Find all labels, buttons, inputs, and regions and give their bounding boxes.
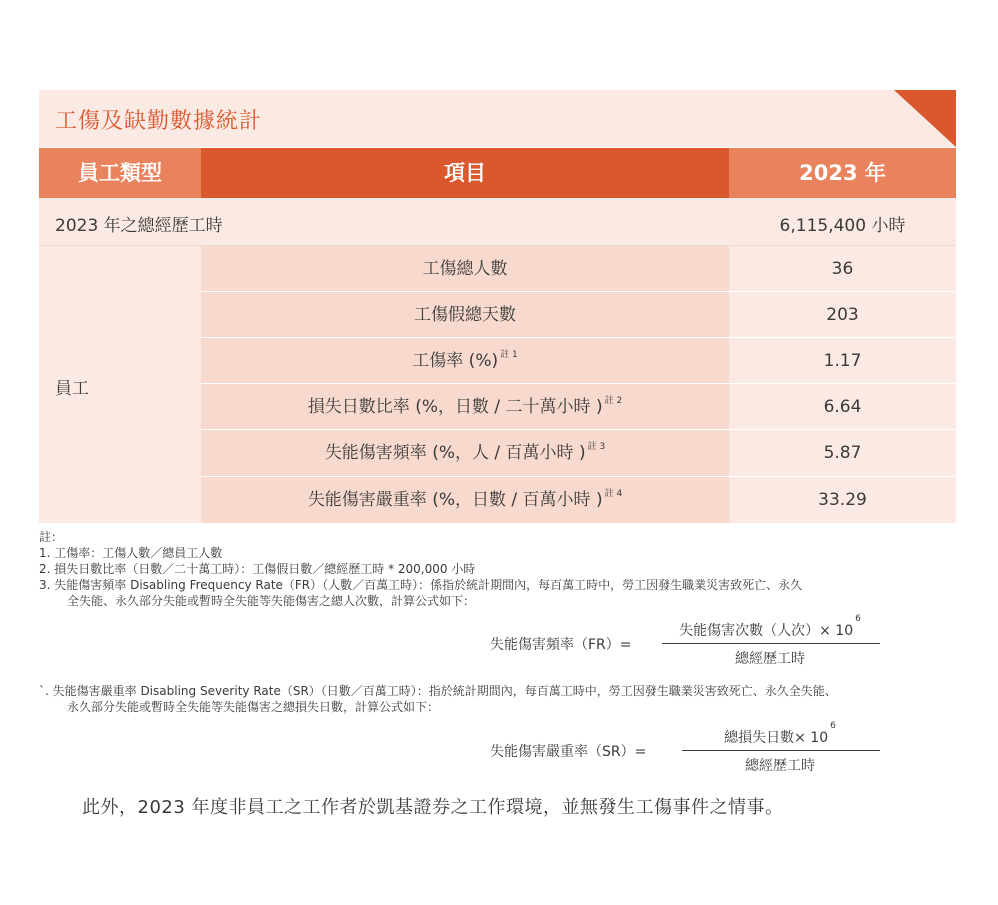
table-row-item — [201, 384, 729, 430]
formula-sr-denominator: 總經歷工時 — [745, 758, 815, 774]
table-row-item — [201, 292, 729, 338]
formula-fr-denominator: 總經歷工時 — [735, 651, 805, 667]
notes-heading: 註： — [39, 530, 64, 544]
formula-fr-numerator-text: 失能傷害次數（人次）× 10 — [679, 623, 854, 639]
item-label: 工傷率 (%) — [412, 351, 499, 371]
note-4: `. 失能傷害嚴重率 Disabling Severity Rate（SR）（日數／百萬工時）：指於統計期間內，每百萬工時中，勞工因發生職業災害致死亡、永久全失能、 — [39, 684, 837, 698]
formula-sr — [0, 721, 998, 776]
header-employee-type: 員工類型 — [39, 148, 201, 198]
employee-label: 員工 — [55, 379, 89, 399]
header-year: 2023 年 — [729, 148, 956, 198]
total-hours-label: 2023 年之總經歷工時 — [55, 216, 223, 236]
footnote-marker: 註 1 — [500, 350, 518, 360]
item-label: 工傷總人數 — [422, 259, 508, 279]
note-3-continued: 全失能、永久部分失能或暫時全失能等失能傷害之總人次數，計算公式如下： — [67, 594, 476, 608]
corner-decoration — [894, 90, 956, 147]
table-row-item — [201, 430, 729, 476]
header-item: 項目 — [201, 148, 729, 198]
item-label: 失能傷害頻率 (%，人 / 百萬小時 ) — [324, 443, 586, 463]
formula-fr — [0, 614, 998, 668]
formula-sr-label: 失能傷害嚴重率（SR）= — [490, 744, 647, 760]
formula-fr-exponent: 6 — [855, 614, 861, 624]
employee-type-cell — [39, 246, 201, 523]
table-row-value: 36 — [831, 259, 854, 279]
footnote-marker: 註 4 — [604, 489, 623, 499]
title-bar — [39, 90, 956, 147]
note-1: 1. 工傷率：工傷人數／總員工人數 — [39, 546, 223, 560]
footnote-marker: 註 3 — [587, 442, 606, 452]
table-header — [39, 148, 956, 198]
item-label: 損失日數比率 (%，日數 / 二十萬小時 ) — [307, 397, 603, 417]
table-row-value: 6.64 — [823, 397, 862, 417]
note-4-continued: 永久部分失能或暫時全失能等失能傷害之總損失日數，計算公式如下： — [67, 700, 440, 714]
formula-sr-exponent: 6 — [830, 721, 836, 731]
notes-section — [39, 529, 959, 609]
table-row-item — [201, 338, 729, 384]
total-hours-row — [39, 198, 956, 246]
note-2: 2. 損失日數比率（日數／二十萬工時）：工傷假日數／總經歷工時 * 200,000 小時 — [39, 562, 476, 576]
formula-sr-numerator — [680, 721, 880, 747]
notes-section-2 — [39, 683, 959, 715]
formula-fr-numerator — [660, 614, 880, 640]
formula-fr-label: 失能傷害頻率（FR）= — [490, 637, 632, 653]
table-row-value: 1.17 — [823, 351, 862, 371]
table-row-item — [201, 246, 729, 292]
table-row-value: 33.29 — [818, 490, 867, 510]
table-row-item — [201, 477, 729, 523]
total-hours-value: 6,115,400 小時 — [779, 216, 906, 236]
table-row-value: 5.87 — [823, 443, 862, 463]
formula-sr-numerator-text: 總損失日數× 10 — [724, 730, 829, 746]
item-label: 失能傷害嚴重率 (%，日數 / 百萬小時 ) — [307, 490, 603, 510]
page-title: 工傷及缺勤數據統計 — [55, 109, 263, 134]
closing-statement: 此外，2023 年度非員工之工作者於凱基證券之工作環境，並無發生工傷事件之情事。 — [82, 797, 784, 818]
footnote-marker: 註 2 — [604, 396, 623, 406]
note-3: 3. 失能傷害頻率 Disabling Frequency Rate（FR）（人數／百萬工時）：係指於統計期間內，每百萬工時中，勞工因發生職業災害致死亡、永久 — [39, 578, 803, 592]
table-row-value: 203 — [826, 305, 859, 325]
formula-fr-fraction-line — [662, 643, 880, 644]
formula-sr-fraction-line — [682, 750, 880, 751]
item-label: 工傷假總天數 — [414, 305, 516, 325]
